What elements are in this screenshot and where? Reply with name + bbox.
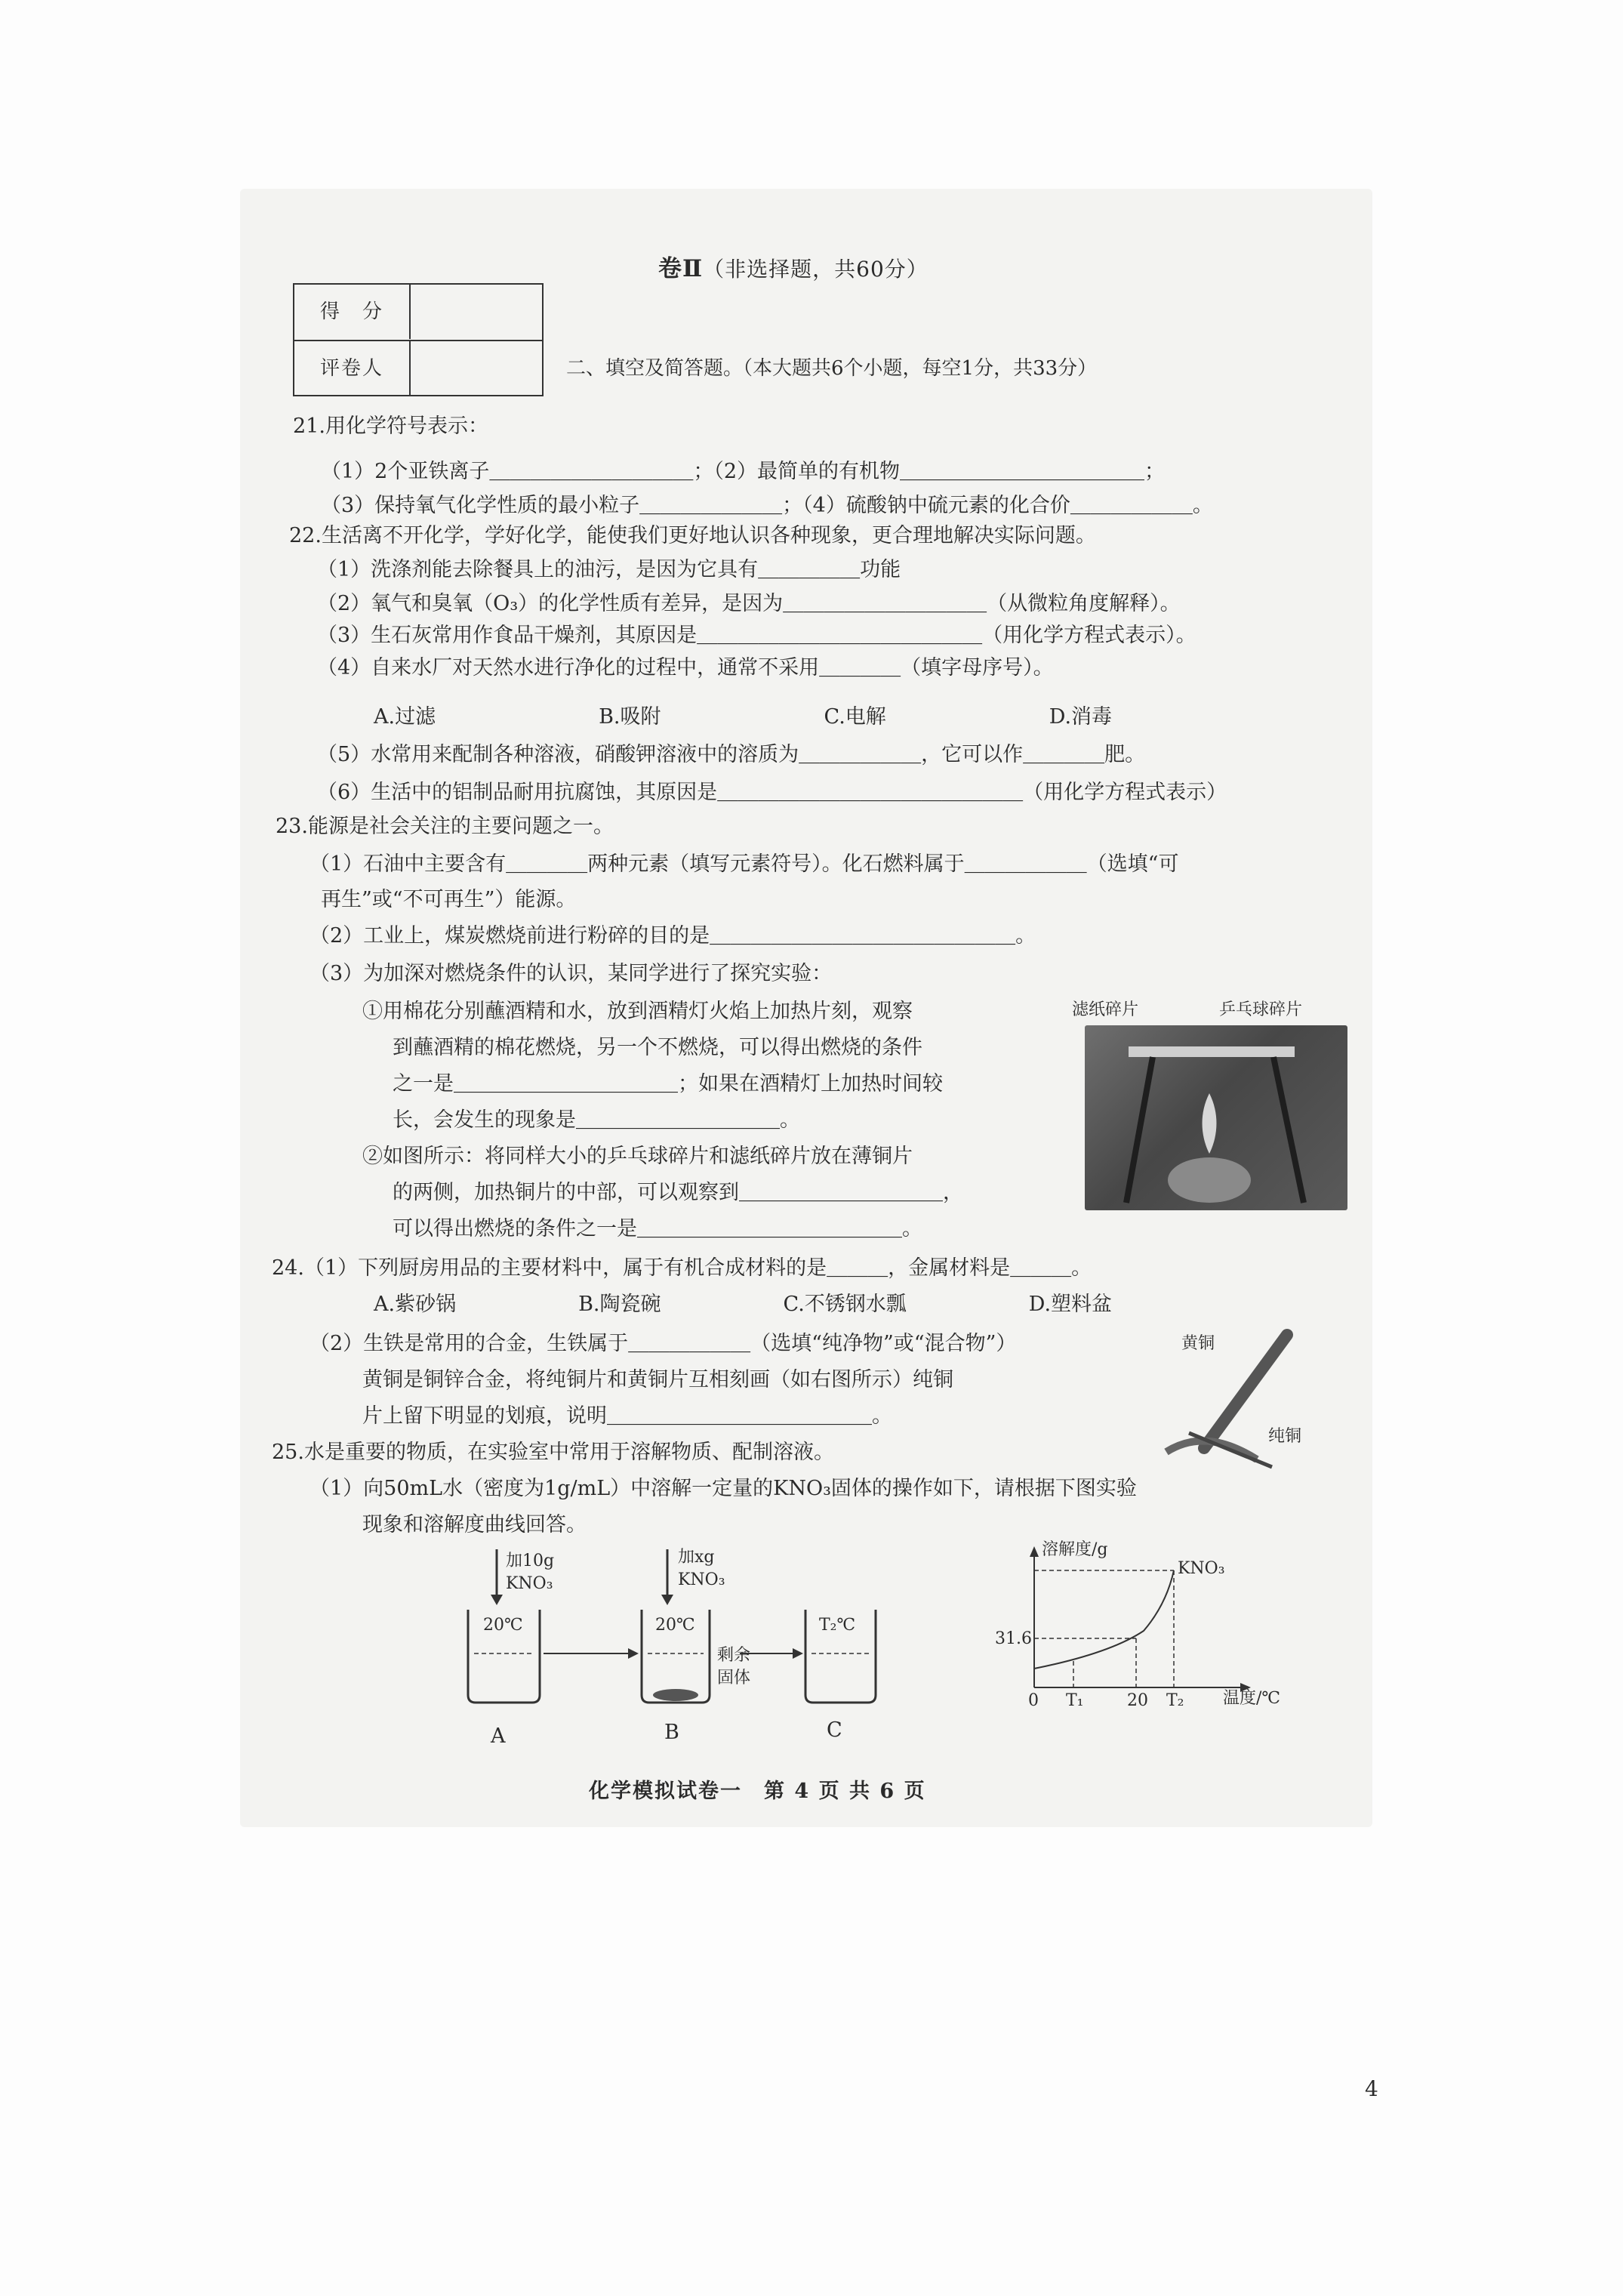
- arrow-head-a: [491, 1595, 503, 1605]
- copper-label: 纯铜: [1268, 1427, 1302, 1446]
- solubility-ytick: 31.6: [995, 1629, 1032, 1648]
- score-label: 得 分: [294, 285, 411, 339]
- q22-line-1: （1）洗涤剂能去除餐具上的油污，是因为它具有＿＿＿＿＿功能: [317, 558, 901, 581]
- q22-line-6: （6）生活中的铝制品耐用抗腐蚀，其原因是＿＿＿＿＿＿＿＿＿＿＿＿＿＿＿（用化学方程式表示）: [317, 781, 1227, 804]
- q23-sub2-a: ②如图所示：将同样大小的乒乓球碎片和滤纸碎片放在薄铜片: [362, 1145, 913, 1168]
- beaker-a-letter: A: [491, 1724, 506, 1748]
- q23-sub1-d: 长，会发生的现象是＿＿＿＿＿＿＿＿＿＿。: [393, 1108, 800, 1132]
- q21-heading: 21.用化学符号表示：: [293, 415, 488, 438]
- y-axis-arrow: [1030, 1546, 1039, 1557]
- q24-options: A.紫砂锅 B.陶瓷碗 C.不锈钢水瓢 D.塑料盆: [374, 1293, 1113, 1316]
- solubility-xlabel: 温度/℃: [1223, 1689, 1281, 1708]
- tripod-leg-right: [1273, 1057, 1304, 1203]
- q22-line-4: （4）自来水厂对天然水进行净化的过程中，通常不采用＿＿＿＿（填字母序号）。: [317, 656, 1054, 680]
- q23-sub1-c: 之一是＿＿＿＿＿＿＿＿＿＿＿；如果在酒精灯上加热时间较: [393, 1072, 943, 1096]
- burning-experiment-photo: [1085, 1025, 1347, 1210]
- grader-row: [294, 340, 542, 396]
- temp-a-label: 20℃: [483, 1616, 523, 1635]
- brass-label: 黄铜: [1181, 1334, 1215, 1353]
- q25-line-2: 现象和溶解度曲线回答。: [362, 1513, 587, 1536]
- solubility-ylabel: 溶解度/g: [1042, 1540, 1108, 1559]
- q24-line-3: 黄铜是铜锌合金，将纯铜片和黄铜片互相刻画（如右图所示）纯铜: [362, 1368, 953, 1391]
- temp-c-label: T₂℃: [819, 1616, 856, 1635]
- salt-a-label: KNO₃: [506, 1574, 553, 1593]
- q23-line-3: （3）为加深对燃烧条件的认识，某同学进行了探究实验：: [310, 962, 833, 985]
- beaker-b-letter: B: [664, 1721, 679, 1744]
- solubility-xtick-t1: T₁: [1066, 1691, 1084, 1710]
- score-row: [294, 285, 542, 339]
- part-subtitle: （非选择题，共60分）: [703, 257, 929, 282]
- salt-b-label: KNO₃: [678, 1570, 725, 1589]
- q21-line-1: （1）2个亚铁离子＿＿＿＿＿＿＿＿＿＿；（2）最简单的有机物＿＿＿＿＿＿＿＿＿＿＿＿；: [321, 460, 1166, 483]
- pingpong-label: 乒乓球碎片: [1219, 1000, 1303, 1019]
- filter-paper-label: 滤纸碎片: [1072, 1000, 1139, 1019]
- arrow-head-ab: [628, 1648, 639, 1659]
- beaker-c-letter: C: [827, 1718, 842, 1742]
- q24-line-4: 片上留下明显的划痕，说明＿＿＿＿＿＿＿＿＿＿＿＿＿。: [362, 1404, 892, 1428]
- q23-sub2-b: 的两侧，加热铜片的中部，可以观察到＿＿＿＿＿＿＿＿＿＿，: [393, 1181, 963, 1204]
- brass-scratch-illustration: [1144, 1320, 1325, 1482]
- flame: [1203, 1093, 1217, 1154]
- q22-line-5: （5）水常用来配制各种溶液，硝酸钾溶液中的溶质为＿＿＿＿＿＿，它可以作＿＿＿＿肥。: [317, 743, 1146, 766]
- grader-label: 评卷人: [294, 341, 411, 396]
- add-a-label: 加10g: [506, 1552, 555, 1570]
- q22-options: A.过滤 B.吸附 C.电解 D.消毒: [374, 705, 1113, 729]
- q23-line-1: （1）石油中主要含有＿＿＿＿两种元素（填写元素符号）。化石燃料属于＿＿＿＿＿＿（选填“可: [310, 852, 1179, 876]
- part-title: 卷Ⅱ（非选择题，共60分）: [658, 255, 929, 282]
- q24-line-1: 24.（1）下列厨房用品的主要材料中，属于有机合成材料的是＿＿＿，金属材料是＿＿＿。: [272, 1256, 1092, 1280]
- residue-label-2: 固体: [717, 1669, 751, 1687]
- residue-label: 剩余: [717, 1646, 751, 1665]
- tripod-leg-left: [1126, 1057, 1153, 1203]
- temp-b-label: 20℃: [655, 1616, 695, 1635]
- q23-line-1b: 再生”或“不可再生”）能源。: [321, 888, 577, 911]
- page-footer: 化学模拟试卷一 第 4 页 共 6 页: [589, 1780, 926, 1803]
- q23-sub1-a: ①用棉花分别蘸酒精和水，放到酒精灯火焰上加热片刻，观察: [362, 1000, 913, 1023]
- arrow-head-b: [661, 1595, 673, 1605]
- q23-heading: 23.能源是社会关注的主要问题之一。: [276, 815, 614, 838]
- add-b-label: 加xg: [678, 1548, 715, 1567]
- residue-solid: [653, 1689, 698, 1701]
- q23-line-2: （2）工业上，煤炭燃烧前进行粉碎的目的是＿＿＿＿＿＿＿＿＿＿＿＿＿＿＿。: [310, 924, 1036, 948]
- tripod-burner-illustration: [1085, 1025, 1347, 1210]
- alcohol-lamp: [1168, 1157, 1251, 1203]
- page-number: 4: [1365, 2076, 1378, 2101]
- q22-line-2: （2）氧气和臭氧（O₃）的化学性质有差异，是因为＿＿＿＿＿＿＿＿＿＿（从微粒角度解释）。: [317, 592, 1181, 615]
- arrow-head-bc: [793, 1648, 803, 1659]
- solubility-series: KNO₃: [1178, 1559, 1225, 1578]
- solubility-xtick-t2: T₂: [1166, 1691, 1184, 1710]
- q22-heading: 22.生活离不开化学，学好化学，能使我们更好地认识各种现象，更合理地解决实际问题。: [289, 524, 1096, 547]
- q25-heading: 25.水是重要的物质，在实验室中常用于溶解物质、配制溶液。: [272, 1441, 834, 1464]
- q24-line-2: （2）生铁是常用的合金，生铁属于＿＿＿＿＿＿（选填“纯净物”或“混合物”）: [310, 1332, 1017, 1355]
- section-heading: 二、填空及简答题。（本大题共6个小题，每空1分，共33分）: [566, 357, 1098, 380]
- copper-plate: [1129, 1046, 1295, 1057]
- q25-line-1: （1）向50mL水（密度为1g/mL）中溶解一定量的KNO₃固体的操作如下，请根据下图实验: [310, 1477, 1137, 1500]
- q23-sub2-c: 可以得出燃烧的条件之一是＿＿＿＿＿＿＿＿＿＿＿＿＿。: [393, 1217, 922, 1240]
- solubility-xtick-0: 0: [1028, 1691, 1039, 1710]
- q22-line-3: （3）生石灰常用作食品干燥剂，其原因是＿＿＿＿＿＿＿＿＿＿＿＿＿＿（用化学方程式表示）。: [317, 624, 1196, 647]
- q23-sub1-b: 到蘸酒精的棉花燃烧，另一个不燃烧，可以得出燃烧的条件: [393, 1036, 922, 1059]
- kno3-curve: [1034, 1570, 1174, 1669]
- q21-line-2: （3）保持氧气化学性质的最小粒子＿＿＿＿＿＿＿；（4）硫酸钠中硫元素的化合价＿＿＿＿＿＿。: [321, 494, 1213, 517]
- score-table: [293, 283, 544, 396]
- solubility-xtick-20: 20: [1127, 1691, 1148, 1710]
